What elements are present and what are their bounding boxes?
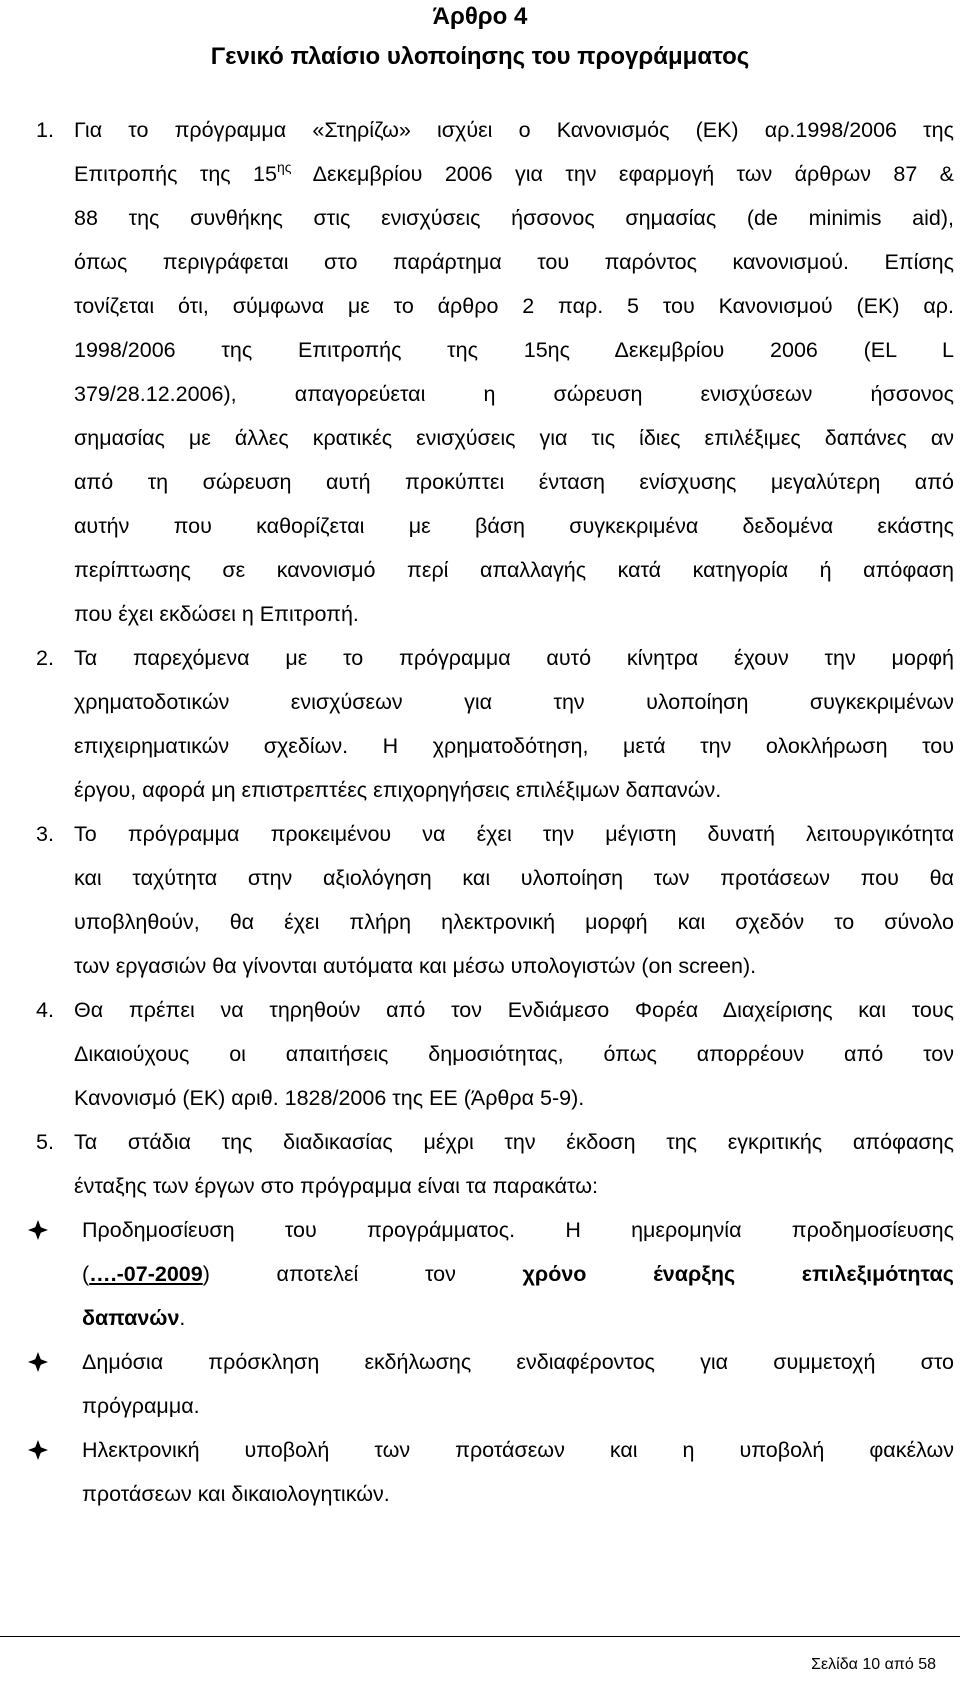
item1-line: Για το πρόγραμμα «Στηρίζω» ισχύει ο Κανονισμός (ΕΚ) αρ.1998/2006 της (74, 118, 954, 142)
item1-line: από τη σώρευση αυτή προκύπτει ένταση ενίσχυσης μεγαλύτερη από (74, 470, 954, 494)
item2-line: έργου, αφορά μη επιστρεπτέες επιχορηγήσεις επιλέξιμων δαπανών. (74, 778, 722, 802)
item-number-4: 4. (36, 998, 54, 1022)
bullet3-line: προτάσεων και δικαιολογητικών. (82, 1482, 390, 1506)
bullet1-line (82, 1250, 954, 1298)
item1-text: Δεκεμβρίου 2006 για την εφαρμογή των άρθρων 87 & (291, 162, 954, 186)
item1-line: 379/28.12.2006), απαγορεύεται η σώρευση ενισχύσεων ήσσονος (74, 382, 954, 406)
item1-text: Επιτροπής της 15 (74, 162, 277, 186)
item2-line: επιχειρηματικών σχεδίων. Η χρηματοδότηση, μετά την ολοκλήρωση του (74, 734, 954, 758)
diamond-bullet-icon (26, 1426, 56, 1474)
item-number-3: 3. (36, 822, 54, 846)
item4-line: Κανονισμό (ΕΚ) αριθ. 1828/2006 της ΕΕ (Άρθρα 5-9). (74, 1086, 585, 1110)
bullet1-line (82, 1294, 954, 1342)
item4-line: Θα πρέπει να τηρηθούν από τον Ενδιάμεσο Φορέα Διαχείρισης και τους (74, 998, 954, 1022)
item1-line: αυτήν που καθορίζεται με βάση συγκεκριμένα δεδομένα εκάστης (74, 514, 954, 538)
item1-line: τονίζεται ότι, σύμφωνα με το άρθρο 2 παρ. 5 του Κανονισμού (ΕΚ) αρ. (74, 294, 954, 318)
bullet1-bold-word: επιλεξιμότητας (801, 1262, 954, 1286)
article-title: Γενικό πλαίσιο υλοποίησης του προγράμματος (210, 43, 750, 70)
item1-line: 88 της συνθήκης στις ενισχύσεις ήσσονος σημασίας (de minimis aid), (74, 206, 954, 230)
bullet1-bold-word: έναρξης (653, 1262, 736, 1286)
footer-divider (0, 1636, 960, 1637)
item1-line: σημασίας με άλλες κρατικές ενισχύσεις για τις ίδιες επιλέξιμες δαπάνες αν (74, 426, 954, 450)
item3-line: υποβληθούν, θα έχει πλήρη ηλεκτρονική μορφή και σχεδόν το σύνολο (74, 910, 954, 934)
bullet2-line: πρόγραμμα. (82, 1394, 200, 1418)
item2-line: χρηματοδοτικών ενισχύσεων για την υλοποίηση συγκεκριμένων (74, 690, 954, 714)
ordinal-superscript: ης (276, 159, 292, 175)
bullet3-line: Ηλεκτρονική υποβολή των προτάσεων και η υποβολή φακέλων (82, 1438, 954, 1462)
diamond-bullet-icon (26, 1338, 56, 1386)
item-number-2: 2. (36, 646, 54, 670)
bullet1-bold-word: δαπανών (82, 1306, 180, 1330)
item1-line (74, 150, 954, 198)
bracket-open: ( (82, 1262, 90, 1286)
item3-line: των εργασιών θα γίνονται αυτόματα και μέσω υπολογιστών (on screen). (74, 954, 757, 978)
item3-line: Το πρόγραμμα προκειμένου να έχει την μέγιστη δυνατή λειτουργικότητα (74, 822, 954, 846)
item5-line: ένταξης των έργων στο πρόγραμμα είναι τα παρακάτω: (74, 1174, 599, 1198)
bullet1-word: τον (424, 1262, 456, 1286)
bullet1-word: αποτελεί (276, 1262, 359, 1286)
item1-line: που έχει εκδώσει η Επιτροπή. (74, 602, 359, 626)
bullet1-period: . (179, 1306, 186, 1330)
bullet1-bold-word: χρόνο (522, 1262, 587, 1286)
item5-line: Τα στάδια της διαδικασίας μέχρι την έκδοση της εγκριτικής απόφασης (74, 1130, 954, 1154)
page-number: Σελίδα 10 από 58 (811, 1656, 936, 1673)
diamond-bullet-icon (26, 1206, 56, 1254)
item-number-1: 1. (36, 118, 54, 142)
bullet1-line: Προδημοσίευση του προγράμματος. Η ημερομηνία προδημοσίευσης (82, 1218, 954, 1242)
item-number-5: 5. (36, 1130, 54, 1154)
item2-line: Τα παρεχόμενα με το πρόγραμμα αυτό κίνητρα έχουν την μορφή (74, 646, 954, 670)
item1-line: 1998/2006 της Επιτροπής της 15ης Δεκεμβρίου 2006 (EL L (74, 338, 954, 362)
article-heading: Άρθρο 4 (432, 3, 528, 30)
item1-line: περίπτωσης σε κανονισμό περί απαλλαγής κατά κατηγορία ή απόφαση (74, 558, 954, 582)
item3-line: και ταχύτητα στην αξιολόγηση και υλοποίηση των προτάσεων που θα (74, 866, 954, 890)
prepublication-date: ….-07-2009 (89, 1262, 203, 1286)
item1-line: όπως περιγράφεται στο παράρτημα του παρόντος κανονισμού. Επίσης (74, 250, 954, 274)
bullet2-line: Δημόσια πρόσκληση εκδήλωσης ενδιαφέροντος για συμμετοχή στο (82, 1350, 954, 1374)
item4-line: Δικαιούχους οι απαιτήσεις δημοσιότητας, όπως απορρέουν από τον (74, 1042, 954, 1066)
bracket-close: ) (202, 1262, 210, 1286)
